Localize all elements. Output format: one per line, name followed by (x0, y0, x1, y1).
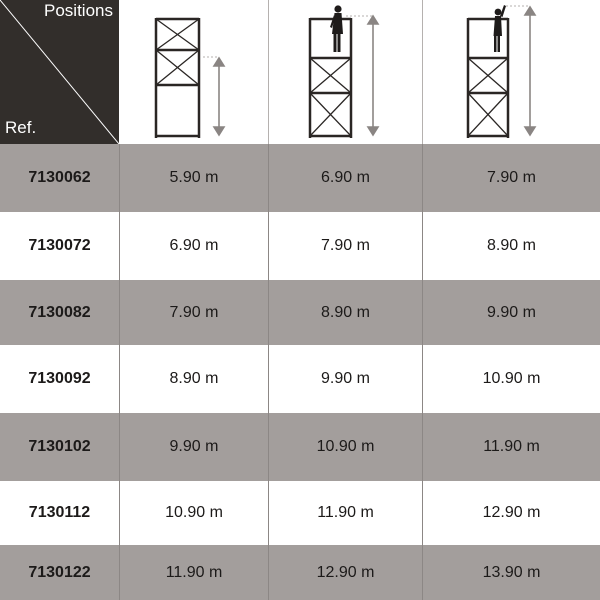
ref-cell: 7130082 (28, 303, 91, 321)
height-cell-position-3: 12.90 m (422, 481, 600, 545)
height-cell-position-1: 6.90 m (119, 212, 268, 280)
height-cell-position-1: 5.90 m (119, 144, 268, 212)
scaffold-without-person-icon (119, 0, 268, 144)
height-cell-position-3: 9.90 m (422, 280, 600, 345)
height-cell-position-2: 10.90 m (268, 413, 422, 481)
height-cell-position-2: 6.90 m (268, 144, 422, 212)
ref-cell: 7130102 (28, 438, 91, 455)
ref-cell: 7130072 (28, 237, 91, 254)
table-row (0, 280, 600, 345)
height-cell-position-2: 7.90 m (268, 212, 422, 280)
table-row (0, 212, 600, 280)
ref-cell: 7130112 (28, 504, 91, 521)
header-divider (268, 0, 269, 144)
height-cell-position-3: 7.90 m (422, 144, 600, 212)
ref-cell: 7130092 (28, 370, 91, 387)
ref-cell: 7130122 (28, 563, 91, 581)
table-row (0, 481, 600, 545)
table-row (0, 144, 600, 212)
ref-label: Ref. (5, 118, 37, 137)
height-cell-position-2: 9.90 m (268, 345, 422, 413)
height-cell-position-3: 13.90 m (422, 545, 600, 600)
height-cell-position-2: 8.90 m (268, 280, 422, 345)
header-column-2 (268, 0, 422, 144)
height-cell-position-2: 11.90 m (268, 481, 422, 545)
header-column-1 (119, 0, 268, 144)
height-cell-position-3: 8.90 m (422, 212, 600, 280)
positions-label: Positions (44, 1, 113, 20)
height-cell-position-1: 10.90 m (119, 481, 268, 545)
height-cell-position-3: 10.90 m (422, 345, 600, 413)
scaffold-with-standing-person-icon (268, 0, 422, 144)
height-cell-position-1: 9.90 m (119, 413, 268, 481)
height-cell-position-3: 11.90 m (422, 413, 600, 481)
height-cell-position-1: 7.90 m (119, 280, 268, 345)
scaffold-with-reaching-person-icon (422, 0, 600, 144)
table-row (0, 545, 600, 600)
height-cell-position-1: 11.90 m (119, 545, 268, 600)
header-column-3 (422, 0, 600, 144)
height-cell-position-2: 12.90 m (268, 545, 422, 600)
header-corner-cell (0, 0, 119, 144)
height-cell-position-1: 8.90 m (119, 345, 268, 413)
ref-cell: 7130062 (28, 169, 91, 186)
table-row (0, 345, 600, 413)
table-row (0, 413, 600, 481)
header-divider (422, 0, 423, 144)
